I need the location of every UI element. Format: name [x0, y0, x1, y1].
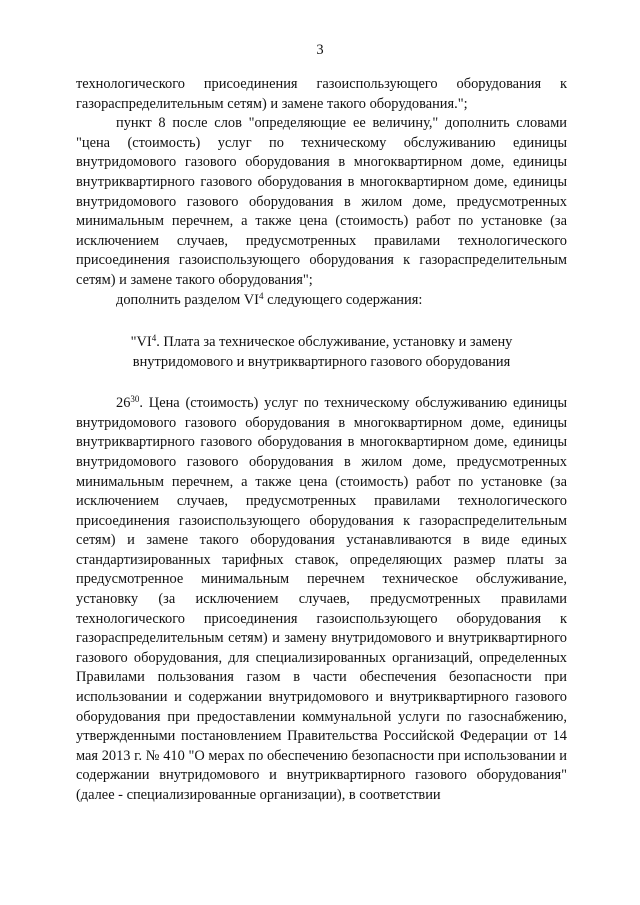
section-heading-title: . Плата за техническое обслуживание, установку и замену [156, 334, 513, 351]
add-section-superscript: 4 [258, 290, 264, 301]
paragraph-continuation: технологического присоединения газоиспользующего оборудования к газораспределительным сетям) и замене такого оборудования."; [76, 76, 567, 112]
paragraph-add-section [76, 291, 567, 311]
page-number: 3 [316, 42, 324, 58]
add-section-text-before: дополнить разделом VI [116, 291, 259, 308]
section-heading-superscript: 4 [151, 333, 157, 344]
document-body [76, 75, 567, 806]
section-heading-prefix: "VI [130, 334, 152, 351]
clause-text: . Цена (стоимость) услуг по техническому обслуживанию единицы внутридомового газового оборудования в многоквартирном доме, единицы внутриквартирного газового оборудования в многоквартирном доме, единицы внутридомового газового оборудования в жилом доме, предусмотренных минимальным перечнем, а также цена (стоимость) работ по установке (за исключением случаев, предусмотренных правилами технологического присоединения газоиспользующего оборудования к газораспределительным сетям) и замене такого оборудования устанавливаются в виде единых стандартизированных тарифных ставок, определяющих размер платы за предусмотренное минимальным перечнем техническое обслуживание, установку (за исключением случаев, предусмотренных правилами технологического присоединения газоиспользующего оборудования к газораспределительным сетям) и замену внутридомового и внутриквартирного газового оборудования, для специализированных организаций, определенных Правилами пользования газом в части обеспечения безопасности при использовании и содержании внутридомового и внутриквартирного газового оборудования при предоставлении коммунальной услуги по газоснабжению, утвержденными постановлением Правительства Российской Федерации от 14 мая 2013 г. № 410 "О мерах по обеспечению безопасности при использовании и содержании внутридомового и внутриквартирного газового оборудования" (далее - специализированные организации), в соответствии [76, 395, 567, 803]
spacer [76, 372, 567, 394]
clause-number-superscript: 30 [130, 394, 140, 405]
section-heading-line-1 [76, 332, 567, 352]
section-heading-line-2: внутридомового и внутриквартирного газового оборудования [132, 354, 511, 371]
paragraph-amendment-point-8: пункт 8 после слов "определяющие ее величину," дополнить словами "цена (стоимость) услуг по техническому обслуживанию единицы внутридомового газового оборудования в многоквартирном доме, единицы внутриквартирного газового оборудования в многоквартирном доме, единицы внутридомового газового оборудования в жилом доме, предусмотренных минимальным перечнем, а также цена (стоимость) работ по установке (за исключением случаев, предусмотренных правилами технологического присоединения газоиспользующего оборудования к газораспределительным сетям) и замене такого оборудования"; [76, 115, 567, 288]
clause-26-30 [76, 394, 567, 805]
clause-number: 26 [116, 395, 131, 412]
add-section-text-after: следующего содержания: [263, 291, 423, 308]
section-heading [76, 332, 567, 372]
